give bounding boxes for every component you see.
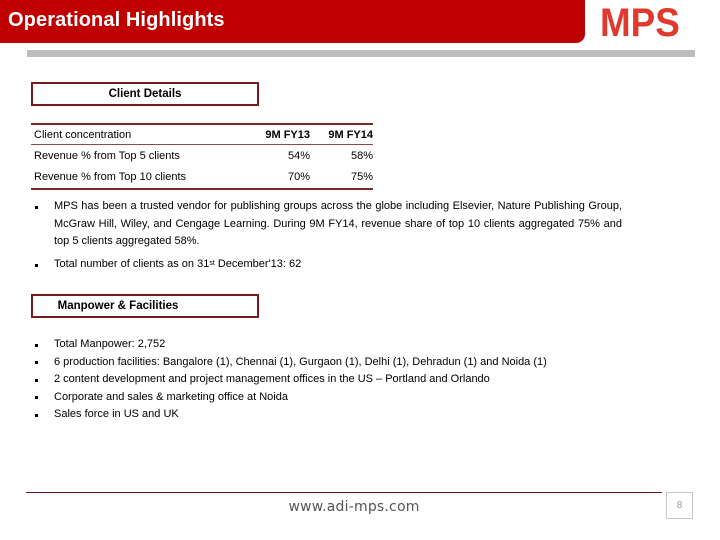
bullet-icon	[35, 379, 38, 382]
list-item: Total Manpower: 2,752	[54, 338, 166, 350]
client-details-heading	[31, 82, 259, 106]
column-header: Client concentration	[34, 128, 132, 141]
column-header: 9M FY14	[328, 128, 373, 141]
footer-divider	[26, 492, 662, 493]
bullet-icon	[35, 414, 38, 417]
page-title: Operational Highlights	[8, 9, 225, 31]
list-item: Corporate and sales & marketing office at Noida	[54, 390, 288, 403]
table-row	[31, 145, 373, 166]
cell-value: 70%	[287, 171, 310, 183]
manpower-list	[54, 336, 547, 424]
cell-value: 75%	[350, 171, 373, 183]
header-bar	[0, 0, 585, 43]
mps-logo: MPS	[600, 1, 680, 45]
list-item: Sales force in US and UK	[54, 408, 179, 420]
row-label: Revenue % from Top 10 clients	[34, 171, 187, 183]
client-concentration-table	[31, 123, 373, 190]
list-item: 2 content development and project management offices in the US – Portland and Orlando	[54, 373, 490, 385]
table-header-row	[31, 125, 373, 145]
total-clients-text	[54, 256, 454, 274]
page-number	[666, 492, 693, 519]
client-details-title: Client Details	[108, 88, 182, 100]
header-divider	[27, 50, 695, 57]
cell-value: 54%	[287, 149, 310, 162]
bullet-icon	[35, 264, 38, 267]
table-row	[31, 166, 373, 188]
total-clients-prefix: Total number of clients as on 31	[54, 258, 210, 270]
bullet-icon	[35, 361, 38, 364]
manpower-heading	[31, 294, 259, 318]
footer-url: www.adi-mps.com	[288, 499, 420, 515]
ordinal-suffix: st	[209, 260, 215, 267]
list-item: 6 production facilities: Bangalore (1), Chennai (1), Gurgaon (1), Delhi (1), Dehradun (1) and Noida (1)	[54, 355, 547, 368]
client-vendor-paragraph: MPS has been a trusted vendor for publishing groups across the globe including Elsevier, Nature Publishing Group, McGraw Hill, Wiley, and Cengage Learning. During 9M FY14, revenue share of top 10 clients aggregated 75% and top 5 clients aggregated 58%.	[54, 200, 622, 247]
cell-value: 58%	[350, 149, 373, 162]
bullet-icon	[35, 206, 38, 209]
manpower-title: Manpower & Facilities	[57, 300, 179, 312]
bullet-icon	[35, 396, 38, 399]
column-header: 9M FY13	[265, 128, 310, 141]
page-number-value: 8	[676, 500, 683, 511]
total-clients-suffix: December'13: 62	[214, 258, 302, 270]
bullet-icon	[35, 344, 38, 347]
row-label: Revenue % from Top 5 clients	[34, 149, 180, 162]
